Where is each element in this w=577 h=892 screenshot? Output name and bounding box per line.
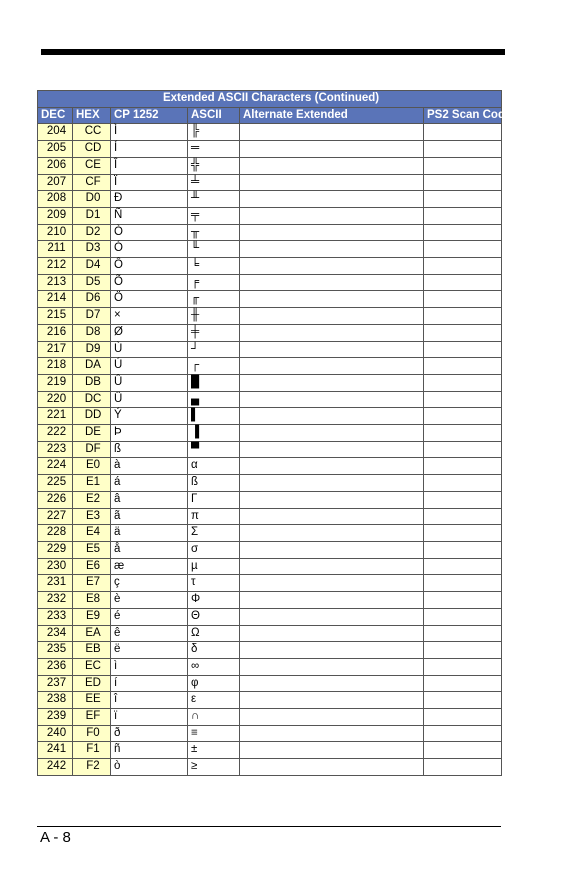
table-row	[38, 592, 502, 609]
hex-cell: E3	[73, 508, 111, 525]
hex-cell: E4	[73, 525, 111, 542]
ps2-scan-code-cell	[424, 191, 502, 208]
ascii-cell: ╪	[188, 324, 240, 341]
table-row	[38, 742, 502, 759]
hex-cell: CD	[73, 141, 111, 158]
table-row	[38, 692, 502, 709]
table-row	[38, 258, 502, 275]
cp1252-cell: ò	[111, 759, 188, 776]
ps2-scan-code-cell	[424, 207, 502, 224]
hex-cell: D2	[73, 224, 111, 241]
cp1252-cell: Ó	[111, 241, 188, 258]
ps2-scan-code-cell	[424, 692, 502, 709]
ascii-cell: ∩	[188, 709, 240, 726]
dec-cell: 235	[38, 642, 73, 659]
dec-cell: 242	[38, 759, 73, 776]
table-row	[38, 475, 502, 492]
dec-cell: 216	[38, 324, 73, 341]
top-rule	[41, 49, 505, 55]
dec-cell: 218	[38, 358, 73, 375]
cp1252-cell: Ñ	[111, 207, 188, 224]
dec-cell: 206	[38, 157, 73, 174]
ps2-scan-code-cell	[424, 324, 502, 341]
cp1252-cell: Þ	[111, 425, 188, 442]
column-header-ps2-scan-code: PS2 Scan Code	[424, 107, 502, 124]
cp1252-cell: Û	[111, 374, 188, 391]
dec-cell: 222	[38, 425, 73, 442]
dec-cell: 238	[38, 692, 73, 709]
alternate-extended-cell	[240, 124, 424, 141]
table-row	[38, 675, 502, 692]
ps2-scan-code-cell	[424, 575, 502, 592]
hex-cell: DF	[73, 441, 111, 458]
hex-cell: E8	[73, 592, 111, 609]
column-header-cp1252: CP 1252	[111, 107, 188, 124]
cp1252-cell: Ø	[111, 324, 188, 341]
dec-cell: 226	[38, 491, 73, 508]
ps2-scan-code-cell	[424, 157, 502, 174]
hex-cell: F0	[73, 725, 111, 742]
ascii-cell: α	[188, 458, 240, 475]
cp1252-cell: í	[111, 675, 188, 692]
hex-cell: DA	[73, 358, 111, 375]
ps2-scan-code-cell	[424, 658, 502, 675]
table-row	[38, 124, 502, 141]
table-row	[38, 759, 502, 776]
table-row	[38, 274, 502, 291]
cp1252-cell: Ï	[111, 174, 188, 191]
dec-cell: 214	[38, 291, 73, 308]
hex-cell: DE	[73, 425, 111, 442]
table-row	[38, 341, 502, 358]
ascii-cell: ┌	[188, 358, 240, 375]
hex-cell: EB	[73, 642, 111, 659]
ascii-cell: Φ	[188, 592, 240, 609]
ps2-scan-code-cell	[424, 391, 502, 408]
ascii-cell: ╬	[188, 157, 240, 174]
cp1252-cell: ß	[111, 441, 188, 458]
alternate-extended-cell	[240, 658, 424, 675]
hex-cell: CC	[73, 124, 111, 141]
table-body	[38, 124, 502, 775]
ascii-cell: Γ	[188, 491, 240, 508]
table-row	[38, 425, 502, 442]
hex-cell: D8	[73, 324, 111, 341]
alternate-extended-cell	[240, 425, 424, 442]
table-row	[38, 324, 502, 341]
cp1252-cell: Ý	[111, 408, 188, 425]
hex-cell: E6	[73, 558, 111, 575]
alternate-extended-cell	[240, 374, 424, 391]
cp1252-cell: ê	[111, 625, 188, 642]
dec-cell: 220	[38, 391, 73, 408]
dec-cell: 207	[38, 174, 73, 191]
ascii-cell: ╠	[188, 124, 240, 141]
table-row	[38, 725, 502, 742]
cp1252-cell: Õ	[111, 274, 188, 291]
dec-cell: 212	[38, 258, 73, 275]
ascii-cell: φ	[188, 675, 240, 692]
ascii-cell: ▌	[188, 408, 240, 425]
alternate-extended-cell	[240, 575, 424, 592]
ps2-scan-code-cell	[424, 759, 502, 776]
table-row	[38, 358, 502, 375]
ps2-scan-code-cell	[424, 725, 502, 742]
dec-cell: 213	[38, 274, 73, 291]
ascii-cell: Σ	[188, 525, 240, 542]
cp1252-cell: Ö	[111, 291, 188, 308]
hex-cell: D7	[73, 308, 111, 325]
ps2-scan-code-cell	[424, 558, 502, 575]
table-row	[38, 241, 502, 258]
dec-cell: 215	[38, 308, 73, 325]
ascii-cell: ┘	[188, 341, 240, 358]
alternate-extended-cell	[240, 207, 424, 224]
alternate-extended-cell	[240, 709, 424, 726]
ps2-scan-code-cell	[424, 141, 502, 158]
hex-cell: CF	[73, 174, 111, 191]
cp1252-cell: ×	[111, 308, 188, 325]
ps2-scan-code-cell	[424, 475, 502, 492]
ps2-scan-code-cell	[424, 374, 502, 391]
dec-cell: 241	[38, 742, 73, 759]
cp1252-cell: ð	[111, 725, 188, 742]
cp1252-cell: ë	[111, 642, 188, 659]
ps2-scan-code-cell	[424, 592, 502, 609]
table-row	[38, 541, 502, 558]
hex-cell: D0	[73, 191, 111, 208]
table-row	[38, 625, 502, 642]
hex-cell: E1	[73, 475, 111, 492]
alternate-extended-cell	[240, 324, 424, 341]
ascii-cell: ∞	[188, 658, 240, 675]
ps2-scan-code-cell	[424, 241, 502, 258]
alternate-extended-cell	[240, 174, 424, 191]
cp1252-cell: è	[111, 592, 188, 609]
cp1252-cell: ã	[111, 508, 188, 525]
ascii-cell: ╤	[188, 207, 240, 224]
dec-cell: 204	[38, 124, 73, 141]
hex-cell: E7	[73, 575, 111, 592]
hex-cell: E2	[73, 491, 111, 508]
dec-cell: 232	[38, 592, 73, 609]
ascii-cell: ▀	[188, 441, 240, 458]
dec-cell: 229	[38, 541, 73, 558]
ps2-scan-code-cell	[424, 291, 502, 308]
ascii-cell: ▐	[188, 425, 240, 442]
hex-cell: D5	[73, 274, 111, 291]
cp1252-cell: Ù	[111, 341, 188, 358]
cp1252-cell: Ì	[111, 124, 188, 141]
ps2-scan-code-cell	[424, 274, 502, 291]
dec-cell: 211	[38, 241, 73, 258]
ps2-scan-code-cell	[424, 174, 502, 191]
ps2-scan-code-cell	[424, 458, 502, 475]
cp1252-cell: â	[111, 491, 188, 508]
ps2-scan-code-cell	[424, 308, 502, 325]
ps2-scan-code-cell	[424, 508, 502, 525]
cp1252-cell: Ú	[111, 358, 188, 375]
cp1252-cell: ï	[111, 709, 188, 726]
table-row	[38, 458, 502, 475]
ascii-cell: Ω	[188, 625, 240, 642]
cp1252-cell: å	[111, 541, 188, 558]
hex-cell: D9	[73, 341, 111, 358]
alternate-extended-cell	[240, 224, 424, 241]
cp1252-cell: î	[111, 692, 188, 709]
alternate-extended-cell	[240, 491, 424, 508]
alternate-extended-cell	[240, 141, 424, 158]
alternate-extended-cell	[240, 558, 424, 575]
dec-cell: 210	[38, 224, 73, 241]
dec-cell: 233	[38, 608, 73, 625]
hex-cell: E5	[73, 541, 111, 558]
column-header-row	[38, 107, 502, 124]
ascii-cell: Θ	[188, 608, 240, 625]
table-row	[38, 709, 502, 726]
ascii-cell: ≥	[188, 759, 240, 776]
alternate-extended-cell	[240, 642, 424, 659]
ascii-cell: ╓	[188, 291, 240, 308]
ps2-scan-code-cell	[424, 425, 502, 442]
table-title-row	[38, 91, 502, 108]
hex-cell: E0	[73, 458, 111, 475]
cp1252-cell: ñ	[111, 742, 188, 759]
alternate-extended-cell	[240, 508, 424, 525]
bottom-rule	[37, 826, 501, 827]
ps2-scan-code-cell	[424, 408, 502, 425]
column-header-alternate-extended: Alternate Extended	[240, 107, 424, 124]
dec-cell: 240	[38, 725, 73, 742]
table-row	[38, 157, 502, 174]
alternate-extended-cell	[240, 458, 424, 475]
table-title: Extended ASCII Characters (Continued)	[38, 91, 502, 108]
hex-cell: DD	[73, 408, 111, 425]
table-row	[38, 575, 502, 592]
alternate-extended-cell	[240, 541, 424, 558]
dec-cell: 208	[38, 191, 73, 208]
cp1252-cell: Ü	[111, 391, 188, 408]
ascii-cell: µ	[188, 558, 240, 575]
ps2-scan-code-cell	[424, 258, 502, 275]
table-row	[38, 308, 502, 325]
ascii-cell: █	[188, 374, 240, 391]
ps2-scan-code-cell	[424, 541, 502, 558]
hex-cell: EF	[73, 709, 111, 726]
alternate-extended-cell	[240, 692, 424, 709]
ps2-scan-code-cell	[424, 525, 502, 542]
alternate-extended-cell	[240, 391, 424, 408]
alternate-extended-cell	[240, 358, 424, 375]
cp1252-cell: ä	[111, 525, 188, 542]
dec-cell: 239	[38, 709, 73, 726]
table-row	[38, 191, 502, 208]
table-row	[38, 291, 502, 308]
dec-cell: 209	[38, 207, 73, 224]
table-row	[38, 658, 502, 675]
dec-cell: 230	[38, 558, 73, 575]
ps2-scan-code-cell	[424, 625, 502, 642]
alternate-extended-cell	[240, 274, 424, 291]
table-row	[38, 558, 502, 575]
dec-cell: 223	[38, 441, 73, 458]
alternate-extended-cell	[240, 625, 424, 642]
ascii-cell: ε	[188, 692, 240, 709]
dec-cell: 236	[38, 658, 73, 675]
table-row	[38, 207, 502, 224]
hex-cell: DB	[73, 374, 111, 391]
ps2-scan-code-cell	[424, 709, 502, 726]
alternate-extended-cell	[240, 191, 424, 208]
column-header-hex: HEX	[73, 107, 111, 124]
table-row	[38, 408, 502, 425]
ps2-scan-code-cell	[424, 124, 502, 141]
ps2-scan-code-cell	[424, 341, 502, 358]
table-row	[38, 525, 502, 542]
dec-cell: 221	[38, 408, 73, 425]
cp1252-cell: Ò	[111, 224, 188, 241]
alternate-extended-cell	[240, 742, 424, 759]
dec-cell: 231	[38, 575, 73, 592]
cp1252-cell: é	[111, 608, 188, 625]
ascii-cell: ß	[188, 475, 240, 492]
column-header-ascii: ASCII	[188, 107, 240, 124]
alternate-extended-cell	[240, 759, 424, 776]
hex-cell: D6	[73, 291, 111, 308]
ascii-cell: δ	[188, 642, 240, 659]
hex-cell: D3	[73, 241, 111, 258]
ascii-cell: ╨	[188, 191, 240, 208]
ascii-cell: σ	[188, 541, 240, 558]
hex-cell: D1	[73, 207, 111, 224]
ascii-cell: ╥	[188, 224, 240, 241]
alternate-extended-cell	[240, 157, 424, 174]
table-row	[38, 642, 502, 659]
hex-cell: EE	[73, 692, 111, 709]
hex-cell: EC	[73, 658, 111, 675]
alternate-extended-cell	[240, 608, 424, 625]
hex-cell: CE	[73, 157, 111, 174]
column-header-dec: DEC	[38, 107, 73, 124]
cp1252-cell: Î	[111, 157, 188, 174]
alternate-extended-cell	[240, 341, 424, 358]
cp1252-cell: Í	[111, 141, 188, 158]
alternate-extended-cell	[240, 525, 424, 542]
ascii-cell: τ	[188, 575, 240, 592]
hex-cell: F2	[73, 759, 111, 776]
hex-cell: ED	[73, 675, 111, 692]
page-number: A - 8	[40, 829, 71, 846]
ascii-cell: ±	[188, 742, 240, 759]
ps2-scan-code-cell	[424, 742, 502, 759]
ascii-cell: ≡	[188, 725, 240, 742]
ps2-scan-code-cell	[424, 608, 502, 625]
ascii-cell: ╫	[188, 308, 240, 325]
dec-cell: 225	[38, 475, 73, 492]
table-row	[38, 491, 502, 508]
table-row	[38, 441, 502, 458]
dec-cell: 227	[38, 508, 73, 525]
alternate-extended-cell	[240, 675, 424, 692]
cp1252-cell: à	[111, 458, 188, 475]
alternate-extended-cell	[240, 408, 424, 425]
dec-cell: 237	[38, 675, 73, 692]
table-row	[38, 391, 502, 408]
cp1252-cell: á	[111, 475, 188, 492]
ascii-cell: ╘	[188, 258, 240, 275]
alternate-extended-cell	[240, 308, 424, 325]
alternate-extended-cell	[240, 592, 424, 609]
ascii-cell: ╧	[188, 174, 240, 191]
table-row	[38, 174, 502, 191]
alternate-extended-cell	[240, 291, 424, 308]
dec-cell: 219	[38, 374, 73, 391]
alternate-extended-cell	[240, 258, 424, 275]
dec-cell: 234	[38, 625, 73, 642]
alternate-extended-cell	[240, 241, 424, 258]
table-row	[38, 508, 502, 525]
extended-ascii-table	[37, 90, 512, 776]
ascii-cell: π	[188, 508, 240, 525]
table-row	[38, 141, 502, 158]
cp1252-cell: Ô	[111, 258, 188, 275]
ascii-cell: ═	[188, 141, 240, 158]
hex-cell: D4	[73, 258, 111, 275]
alternate-extended-cell	[240, 725, 424, 742]
cp1252-cell: Ð	[111, 191, 188, 208]
alternate-extended-cell	[240, 441, 424, 458]
cp1252-cell: æ	[111, 558, 188, 575]
dec-cell: 217	[38, 341, 73, 358]
ascii-cell: ╙	[188, 241, 240, 258]
ps2-scan-code-cell	[424, 441, 502, 458]
ps2-scan-code-cell	[424, 675, 502, 692]
dec-cell: 205	[38, 141, 73, 158]
ascii-cell: ▄	[188, 391, 240, 408]
hex-cell: E9	[73, 608, 111, 625]
ascii-cell: ╒	[188, 274, 240, 291]
cp1252-cell: ì	[111, 658, 188, 675]
cp1252-cell: ç	[111, 575, 188, 592]
table-row	[38, 374, 502, 391]
table-row	[38, 608, 502, 625]
dec-cell: 224	[38, 458, 73, 475]
hex-cell: DC	[73, 391, 111, 408]
ps2-scan-code-cell	[424, 358, 502, 375]
ps2-scan-code-cell	[424, 642, 502, 659]
ps2-scan-code-cell	[424, 224, 502, 241]
dec-cell: 228	[38, 525, 73, 542]
alternate-extended-cell	[240, 475, 424, 492]
hex-cell: EA	[73, 625, 111, 642]
hex-cell: F1	[73, 742, 111, 759]
ps2-scan-code-cell	[424, 491, 502, 508]
table-row	[38, 224, 502, 241]
